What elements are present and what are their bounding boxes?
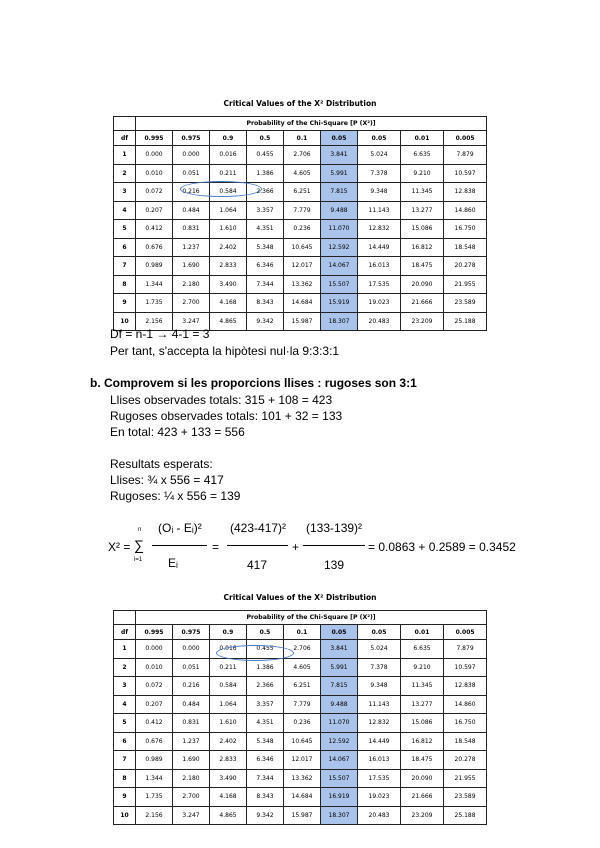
value-cell: 9.210: [401, 658, 444, 677]
value-cell: 19.023: [358, 788, 401, 807]
value-cell: 0.010: [136, 658, 173, 677]
table-row: [114, 164, 487, 183]
value-cell: 0.016: [210, 640, 247, 659]
denominator-wrinkled: 139: [324, 558, 345, 572]
value-cell: 7.879: [444, 146, 487, 165]
df-cell: 7: [114, 257, 136, 276]
value-cell: 0.484: [173, 201, 210, 220]
value-cell: 21.666: [401, 788, 444, 807]
value-cell: 0.236: [284, 220, 321, 239]
df-header: df: [114, 131, 136, 146]
value-cell: 15.507: [321, 275, 358, 294]
value-cell: 0.211: [210, 164, 247, 183]
value-cell: 6.635: [401, 640, 444, 659]
value-cell: 11.143: [358, 201, 401, 220]
value-cell: 4.168: [210, 294, 247, 313]
value-cell: 12.017: [284, 751, 321, 770]
value-cell: 16.013: [358, 257, 401, 276]
value-cell: 10.645: [284, 238, 321, 257]
value-cell: 6.346: [247, 751, 284, 770]
value-cell: 2.402: [210, 732, 247, 751]
value-cell: 10.645: [284, 732, 321, 751]
value-cell: 0.010: [136, 164, 173, 183]
formula-lhs: X² =: [108, 540, 131, 554]
value-cell: 0.207: [136, 695, 173, 714]
conclusion-a: Per tant, s'accepta la hipòtesi nul·la 9:3:3:1: [110, 344, 340, 358]
value-cell: 1.064: [210, 695, 247, 714]
value-cell: 0.051: [173, 164, 210, 183]
value-cell: 0.000: [173, 146, 210, 165]
value-cell: 1.690: [173, 257, 210, 276]
value-cell: 12.017: [284, 257, 321, 276]
value-cell: 3.490: [210, 769, 247, 788]
value-cell: 1.064: [210, 201, 247, 220]
value-cell: 16.812: [401, 238, 444, 257]
value-cell: 0.000: [173, 640, 210, 659]
value-cell: 12.832: [358, 220, 401, 239]
probability-col-header: 0.5: [247, 131, 284, 146]
value-cell: 14.067: [321, 257, 358, 276]
table-row: [114, 751, 487, 770]
value-cell: 18.307: [321, 806, 358, 825]
numerator-generic: (Oᵢ - Eᵢ)²: [158, 521, 202, 535]
table-row: [114, 201, 487, 220]
value-cell: 7.378: [358, 658, 401, 677]
df-cell: 8: [114, 275, 136, 294]
chi-square-table-2: [113, 610, 487, 825]
value-cell: 0.000: [136, 146, 173, 165]
value-cell: 0.000: [136, 640, 173, 659]
value-cell: 0.207: [136, 201, 173, 220]
table-row: [114, 658, 487, 677]
value-cell: 13.362: [284, 275, 321, 294]
value-cell: 2.180: [173, 275, 210, 294]
value-cell: 0.989: [136, 751, 173, 770]
value-cell: 8.343: [247, 294, 284, 313]
value-cell: 9.488: [321, 695, 358, 714]
table-row: [114, 640, 487, 659]
df-cell: 8: [114, 769, 136, 788]
value-cell: 2.156: [136, 312, 173, 331]
value-cell: 0.455: [247, 146, 284, 165]
value-cell: 3.357: [247, 695, 284, 714]
probability-col-header: 0.9: [210, 131, 247, 146]
probability-col-header: 0.975: [173, 131, 210, 146]
value-cell: 21.955: [444, 275, 487, 294]
value-cell: 15.987: [284, 806, 321, 825]
value-cell: 8.343: [247, 788, 284, 807]
df-cell: 2: [114, 164, 136, 183]
value-cell: 15.086: [401, 220, 444, 239]
table-row: [114, 220, 487, 239]
probability-col-header: 0.05: [358, 131, 401, 146]
value-cell: 7.815: [321, 183, 358, 202]
value-cell: 7.344: [247, 275, 284, 294]
observed-smooth: Llises observades totals: 315 + 108 = 423: [110, 393, 333, 407]
value-cell: 0.216: [173, 183, 210, 202]
value-cell: 15.507: [321, 769, 358, 788]
value-cell: 18.307: [321, 312, 358, 331]
value-cell: 5.024: [358, 640, 401, 659]
value-cell: 11.345: [401, 183, 444, 202]
part-b-heading: b. Comprovem si les proporcions llises : rugoses son 3:1: [90, 376, 417, 390]
value-cell: 18.548: [444, 238, 487, 257]
value-cell: 23.209: [401, 806, 444, 825]
value-cell: 1.344: [136, 275, 173, 294]
value-cell: 13.277: [401, 695, 444, 714]
value-cell: 21.955: [444, 769, 487, 788]
value-cell: 0.211: [210, 658, 247, 677]
table-row: [114, 257, 487, 276]
df-header: df: [114, 625, 136, 640]
value-cell: 3.841: [321, 640, 358, 659]
value-cell: 6.346: [247, 257, 284, 276]
value-cell: 5.348: [247, 732, 284, 751]
value-cell: 3.841: [321, 146, 358, 165]
value-cell: 17.535: [358, 769, 401, 788]
table2-title: Critical Values of the X² Distribution: [223, 593, 377, 602]
value-cell: 1.610: [210, 220, 247, 239]
value-cell: 4.351: [247, 220, 284, 239]
value-cell: 0.072: [136, 677, 173, 696]
value-cell: 14.449: [358, 732, 401, 751]
value-cell: 10.597: [444, 658, 487, 677]
probability-header: Probability of the Chi-Square [P (X²)]: [136, 611, 487, 625]
value-cell: 0.072: [136, 183, 173, 202]
table-row: [114, 183, 487, 202]
value-cell: 4.865: [210, 806, 247, 825]
value-cell: 14.684: [284, 294, 321, 313]
value-cell: 19.023: [358, 294, 401, 313]
probability-col-header: 0.995: [136, 131, 173, 146]
value-cell: 14.684: [284, 788, 321, 807]
numerator-smooth: (423-417)²: [230, 521, 287, 535]
value-cell: 25.188: [444, 312, 487, 331]
value-cell: 15.987: [284, 312, 321, 331]
df-cell: 10: [114, 312, 136, 331]
value-cell: 12.592: [321, 732, 358, 751]
probability-col-header: 0.05: [358, 625, 401, 640]
value-cell: 11.070: [321, 220, 358, 239]
value-cell: 12.592: [321, 238, 358, 257]
expected-smooth: Llises: ¾ x 556 = 417: [110, 473, 224, 487]
value-cell: 3.247: [173, 312, 210, 331]
probability-col-header: 0.05: [321, 625, 358, 640]
value-cell: 0.236: [284, 714, 321, 733]
value-cell: 1.735: [136, 788, 173, 807]
table-row: [114, 732, 487, 751]
value-cell: 13.277: [401, 201, 444, 220]
df-cell: 9: [114, 788, 136, 807]
value-cell: 3.357: [247, 201, 284, 220]
value-cell: 25.188: [444, 806, 487, 825]
value-cell: 0.412: [136, 220, 173, 239]
value-cell: 20.278: [444, 751, 487, 770]
value-cell: 7.815: [321, 677, 358, 696]
value-cell: 5.348: [247, 238, 284, 257]
value-cell: 1.386: [247, 658, 284, 677]
value-cell: 0.831: [173, 220, 210, 239]
value-cell: 1.237: [173, 238, 210, 257]
value-cell: 1.344: [136, 769, 173, 788]
probability-col-header: 0.5: [247, 625, 284, 640]
value-cell: 1.237: [173, 732, 210, 751]
expected-title: Resultats esperats:: [110, 457, 213, 471]
value-cell: 9.348: [358, 183, 401, 202]
value-cell: 9.488: [321, 201, 358, 220]
df-cell: 4: [114, 695, 136, 714]
value-cell: 7.378: [358, 164, 401, 183]
df-cell: 3: [114, 677, 136, 696]
df-calculation: Df = n-1 → 4-1 = 3: [110, 327, 210, 341]
value-cell: 0.676: [136, 732, 173, 751]
value-cell: 16.013: [358, 751, 401, 770]
value-cell: 0.216: [173, 677, 210, 696]
value-cell: 2.366: [247, 677, 284, 696]
denominator-generic: Eᵢ: [168, 556, 178, 570]
table-row: [114, 788, 487, 807]
value-cell: 14.067: [321, 751, 358, 770]
table-row: [114, 695, 487, 714]
empty-corner: [114, 611, 136, 625]
value-cell: 7.344: [247, 769, 284, 788]
value-cell: 16.750: [444, 714, 487, 733]
value-cell: 10.597: [444, 164, 487, 183]
df-cell: 4: [114, 201, 136, 220]
denominator-smooth: 417: [247, 558, 268, 572]
observed-wrinkled: Rugoses observades totals: 101 + 32 = 133: [110, 409, 343, 423]
value-cell: 20.483: [358, 312, 401, 331]
value-cell: 5.024: [358, 146, 401, 165]
table-row: [114, 294, 487, 313]
value-cell: 0.676: [136, 238, 173, 257]
value-cell: 18.475: [401, 257, 444, 276]
value-cell: 23.589: [444, 294, 487, 313]
value-cell: 18.548: [444, 732, 487, 751]
df-cell: 10: [114, 806, 136, 825]
value-cell: 0.016: [210, 146, 247, 165]
value-cell: 2.700: [173, 294, 210, 313]
value-cell: 13.362: [284, 769, 321, 788]
value-cell: 2.156: [136, 806, 173, 825]
value-cell: 2.366: [247, 183, 284, 202]
probability-col-header: 0.005: [444, 625, 487, 640]
value-cell: 4.168: [210, 788, 247, 807]
empty-corner: [114, 117, 136, 131]
table-row: [114, 146, 487, 165]
value-cell: 0.051: [173, 658, 210, 677]
table-row: [114, 238, 487, 257]
value-cell: 7.779: [284, 201, 321, 220]
value-cell: 5.991: [321, 658, 358, 677]
value-cell: 9.348: [358, 677, 401, 696]
value-cell: 23.589: [444, 788, 487, 807]
value-cell: 2.700: [173, 788, 210, 807]
df-cell: 3: [114, 183, 136, 202]
df-cell: 7: [114, 751, 136, 770]
value-cell: 0.484: [173, 695, 210, 714]
value-cell: 7.779: [284, 695, 321, 714]
value-cell: 1.610: [210, 714, 247, 733]
value-cell: 6.635: [401, 146, 444, 165]
probability-header: Probability of the Chi-Square [P (X²)]: [136, 117, 487, 131]
value-cell: 11.070: [321, 714, 358, 733]
df-cell: 6: [114, 238, 136, 257]
df-cell: 6: [114, 732, 136, 751]
value-cell: 2.180: [173, 769, 210, 788]
value-cell: 4.605: [284, 658, 321, 677]
value-cell: 11.143: [358, 695, 401, 714]
formula-result: = 0.0863 + 0.2589 = 0.3452: [368, 540, 516, 554]
value-cell: 21.666: [401, 294, 444, 313]
value-cell: 18.475: [401, 751, 444, 770]
probability-col-header: 0.9: [210, 625, 247, 640]
value-cell: 3.490: [210, 275, 247, 294]
expected-wrinkled: Rugoses: ¼ x 556 = 139: [110, 489, 241, 503]
value-cell: 20.483: [358, 806, 401, 825]
value-cell: 2.706: [284, 146, 321, 165]
fraction-bar-1: [152, 545, 207, 546]
value-cell: 14.449: [358, 238, 401, 257]
value-cell: 0.584: [210, 677, 247, 696]
value-cell: 15.086: [401, 714, 444, 733]
value-cell: 20.090: [401, 769, 444, 788]
probability-col-header: 0.05: [321, 131, 358, 146]
value-cell: 6.251: [284, 183, 321, 202]
value-cell: 4.351: [247, 714, 284, 733]
value-cell: 12.838: [444, 183, 487, 202]
highlight-ellipse-df1: [216, 645, 294, 661]
value-cell: 14.860: [444, 201, 487, 220]
value-cell: 2.833: [210, 751, 247, 770]
probability-col-header: 0.995: [136, 625, 173, 640]
value-cell: 23.209: [401, 312, 444, 331]
sum-symbol: ∑: [134, 537, 144, 553]
df-cell: 9: [114, 294, 136, 313]
plus-sign: +: [292, 540, 300, 554]
value-cell: 16.750: [444, 220, 487, 239]
value-cell: 17.535: [358, 275, 401, 294]
probability-col-header: 0.01: [401, 625, 444, 640]
table-row: [114, 677, 487, 696]
table-row: [114, 806, 487, 825]
value-cell: 0.584: [210, 183, 247, 202]
value-cell: 2.706: [284, 640, 321, 659]
value-cell: 0.455: [247, 640, 284, 659]
value-cell: 1.690: [173, 751, 210, 770]
df-cell: 1: [114, 146, 136, 165]
table1-title: Critical Values of the X² Distribution: [223, 99, 377, 108]
value-cell: 9.342: [247, 806, 284, 825]
fraction-bar-3: [303, 545, 365, 546]
probability-col-header: 0.1: [284, 131, 321, 146]
equals-sign: =: [212, 540, 220, 554]
value-cell: 2.402: [210, 238, 247, 257]
value-cell: 9.342: [247, 312, 284, 331]
value-cell: 1.735: [136, 294, 173, 313]
sum-upper: n: [138, 527, 142, 533]
observed-total: En total: 423 + 133 = 556: [110, 425, 245, 439]
value-cell: 3.247: [173, 806, 210, 825]
value-cell: 0.412: [136, 714, 173, 733]
value-cell: 6.251: [284, 677, 321, 696]
value-cell: 0.989: [136, 257, 173, 276]
chi-square-table-1: [113, 116, 487, 331]
df-cell: 2: [114, 658, 136, 677]
value-cell: 2.833: [210, 257, 247, 276]
value-cell: 16.919: [321, 788, 358, 807]
value-cell: 14.860: [444, 695, 487, 714]
value-cell: 12.832: [358, 714, 401, 733]
probability-col-header: 0.1: [284, 625, 321, 640]
table-row: [114, 769, 487, 788]
value-cell: 0.831: [173, 714, 210, 733]
value-cell: 4.865: [210, 312, 247, 331]
probability-col-header: 0.005: [444, 131, 487, 146]
value-cell: 9.210: [401, 164, 444, 183]
df-cell: 1: [114, 640, 136, 659]
value-cell: 12.838: [444, 677, 487, 696]
df-cell: 5: [114, 220, 136, 239]
table-row: [114, 714, 487, 733]
highlight-ellipse-df3: [180, 181, 262, 197]
table-row: [114, 275, 487, 294]
value-cell: 20.278: [444, 257, 487, 276]
value-cell: 1.386: [247, 164, 284, 183]
value-cell: 16.812: [401, 732, 444, 751]
value-cell: 20.090: [401, 275, 444, 294]
value-cell: 15.919: [321, 294, 358, 313]
probability-col-header: 0.975: [173, 625, 210, 640]
probability-col-header: 0.01: [401, 131, 444, 146]
value-cell: 11.345: [401, 677, 444, 696]
fraction-bar-2: [227, 545, 288, 546]
numerator-wrinkled: (133-139)²: [306, 521, 363, 535]
value-cell: 5.991: [321, 164, 358, 183]
sum-lower: i=1: [134, 557, 143, 563]
df-cell: 5: [114, 714, 136, 733]
value-cell: 4.605: [284, 164, 321, 183]
value-cell: 7.879: [444, 640, 487, 659]
